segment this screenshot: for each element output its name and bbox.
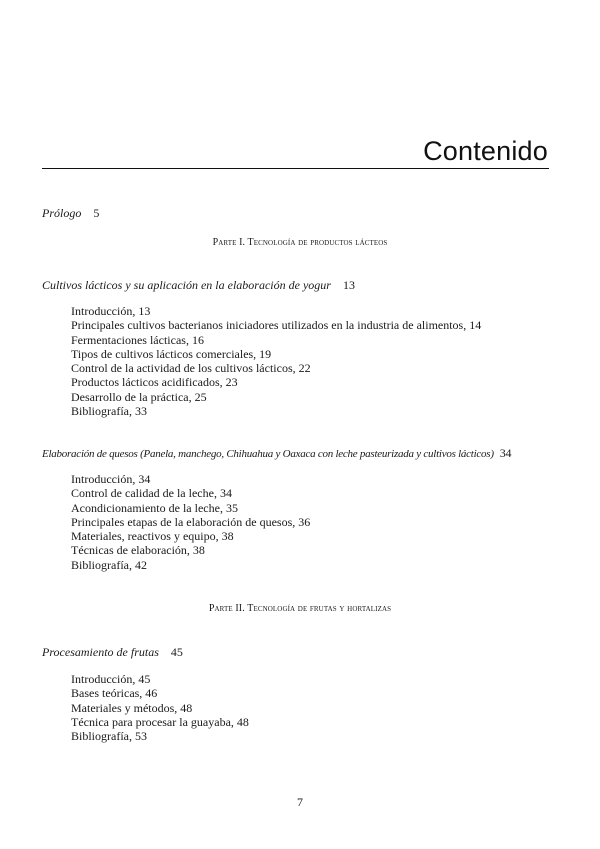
- chapter-2-sections: [71, 472, 310, 572]
- list-item: Introducción, 45: [71, 672, 151, 686]
- list-item: Principales etapas de la elaboración de quesos, 36: [71, 514, 311, 529]
- list-item: Técnica para procesar la guayaba, 48: [71, 714, 249, 729]
- list-item: Técnicas de elaboración, 38: [71, 543, 205, 558]
- list-item: Principales cultivos bacterianos iniciadores utilizados en la industria de alimentos, 14: [71, 318, 482, 333]
- toc-chapter-2: [42, 446, 511, 461]
- list-item: Bases teóricas, 46: [71, 686, 158, 701]
- toc-chapter-1: [42, 278, 355, 293]
- list-item: Materiales, reactivos y equipo, 38: [71, 529, 234, 544]
- list-item: Materiales y métodos, 48: [71, 700, 193, 715]
- list-item: Acondicionamiento de la leche, 35: [71, 500, 238, 515]
- page-title: Contenido: [423, 136, 548, 166]
- page-number: 7: [297, 795, 303, 809]
- chapter-title: Elaboración de quesos (Panela, manchego, Chihuahua y Oaxaca con leche pasteurizada y cultivos lácticos): [42, 448, 494, 460]
- chapter-1-sections: [71, 304, 481, 418]
- chapter-page: 13: [342, 278, 355, 292]
- chapter-title: Cultivos lácticos y su aplicación en la elaboración de yogur: [42, 278, 331, 292]
- list-item: Bibliografía, 53: [71, 729, 147, 744]
- part-heading-2: Parte II. Tecnología de frutas y hortalizas: [208, 603, 392, 614]
- list-item: Desarrollo de la práctica, 25: [71, 389, 207, 404]
- part-heading-1: Parte I. Tecnología de productos lácteos: [212, 237, 388, 248]
- toc-entry-prologo: [42, 206, 99, 221]
- list-item: Introducción, 13: [71, 304, 151, 318]
- title-rule: [42, 168, 549, 169]
- chapter-page: 34: [499, 446, 512, 460]
- toc-chapter-3: [42, 645, 183, 660]
- chapter-page: 45: [170, 645, 183, 659]
- list-item: Fermentaciones lácticas, 16: [71, 332, 204, 347]
- chapter-3-sections: [71, 672, 249, 743]
- list-item: Introducción, 34: [71, 472, 151, 486]
- list-item: Tipos de cultivos lácticos comerciales, 19: [71, 346, 272, 361]
- toc-entry-title: Prólogo: [42, 206, 82, 220]
- list-item: Control de la actividad de los cultivos lácticos, 22: [71, 361, 311, 376]
- chapter-title: Procesamiento de frutas: [42, 645, 159, 659]
- list-item: Control de calidad de la leche, 34: [71, 486, 232, 501]
- list-item: Productos lácticos acidificados, 23: [71, 375, 238, 390]
- list-item: Bibliografía, 33: [71, 404, 147, 419]
- list-item: Bibliografía, 42: [71, 557, 147, 572]
- toc-entry-page: 5: [93, 206, 100, 220]
